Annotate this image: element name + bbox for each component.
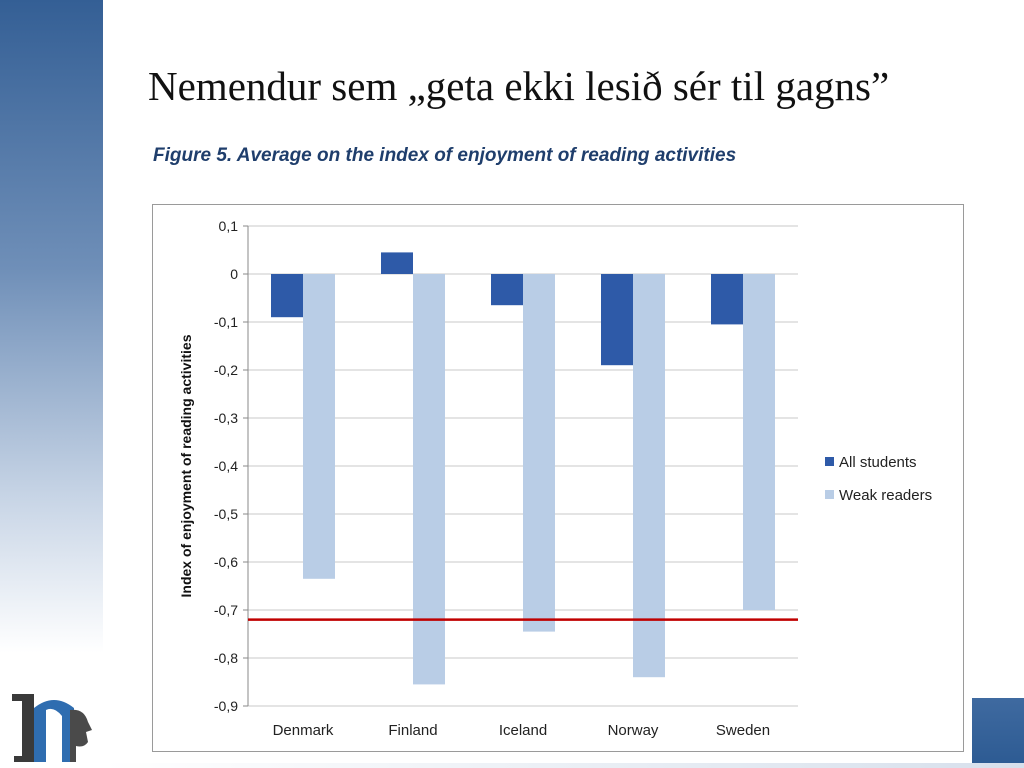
y-axis-title: Index of enjoyment of reading activities xyxy=(178,334,194,598)
bar-all-students xyxy=(381,252,413,274)
x-tick-label: Iceland xyxy=(498,722,548,739)
y-tick-label: -0,2 xyxy=(213,362,238,378)
logo-icon xyxy=(10,690,100,765)
legend-label-weak-readers: Weak readers xyxy=(839,487,933,504)
y-tick-label: -0,7 xyxy=(213,602,238,618)
x-tick-label: Finland xyxy=(388,722,438,739)
bar-weak-readers xyxy=(633,274,665,677)
y-tick-label: -0,8 xyxy=(213,650,238,666)
y-tick-label: -0,5 xyxy=(213,506,238,522)
corner-decoration xyxy=(972,698,1024,768)
legend-swatch-all-students xyxy=(825,457,834,466)
y-tick-label: -0,9 xyxy=(213,698,238,714)
bar-weak-readers xyxy=(743,274,775,610)
bar-all-students xyxy=(271,274,303,317)
bar-weak-readers xyxy=(303,274,335,579)
slide-title: Nemendur sem „geta ekki lesið sér til gagns” xyxy=(148,63,890,109)
legend-swatch-weak-readers xyxy=(825,490,834,499)
y-tick-label: 0 xyxy=(230,266,238,282)
y-tick-label: 0,1 xyxy=(218,218,238,234)
legend-label-all-students: All students xyxy=(839,454,917,471)
sidebar-gradient xyxy=(0,0,103,768)
y-tick-label: -0,4 xyxy=(213,458,238,474)
x-tick-label: Sweden xyxy=(715,722,771,739)
chart-frame xyxy=(152,204,964,752)
y-tick-label: -0,1 xyxy=(213,314,238,330)
x-tick-label: Norway xyxy=(607,722,659,739)
x-tick-label: Denmark xyxy=(272,722,334,739)
y-tick-label: -0,3 xyxy=(213,410,238,426)
bar-chart xyxy=(153,205,963,751)
bar-all-students xyxy=(601,274,633,365)
bar-weak-readers xyxy=(413,274,445,684)
figure-caption: Figure 5. Average on the index of enjoyment of reading activities xyxy=(153,145,737,166)
bar-all-students xyxy=(711,274,743,324)
y-tick-label: -0,6 xyxy=(213,554,238,570)
bar-all-students xyxy=(491,274,523,305)
bottom-strip xyxy=(103,763,1024,768)
bar-weak-readers xyxy=(523,274,555,632)
